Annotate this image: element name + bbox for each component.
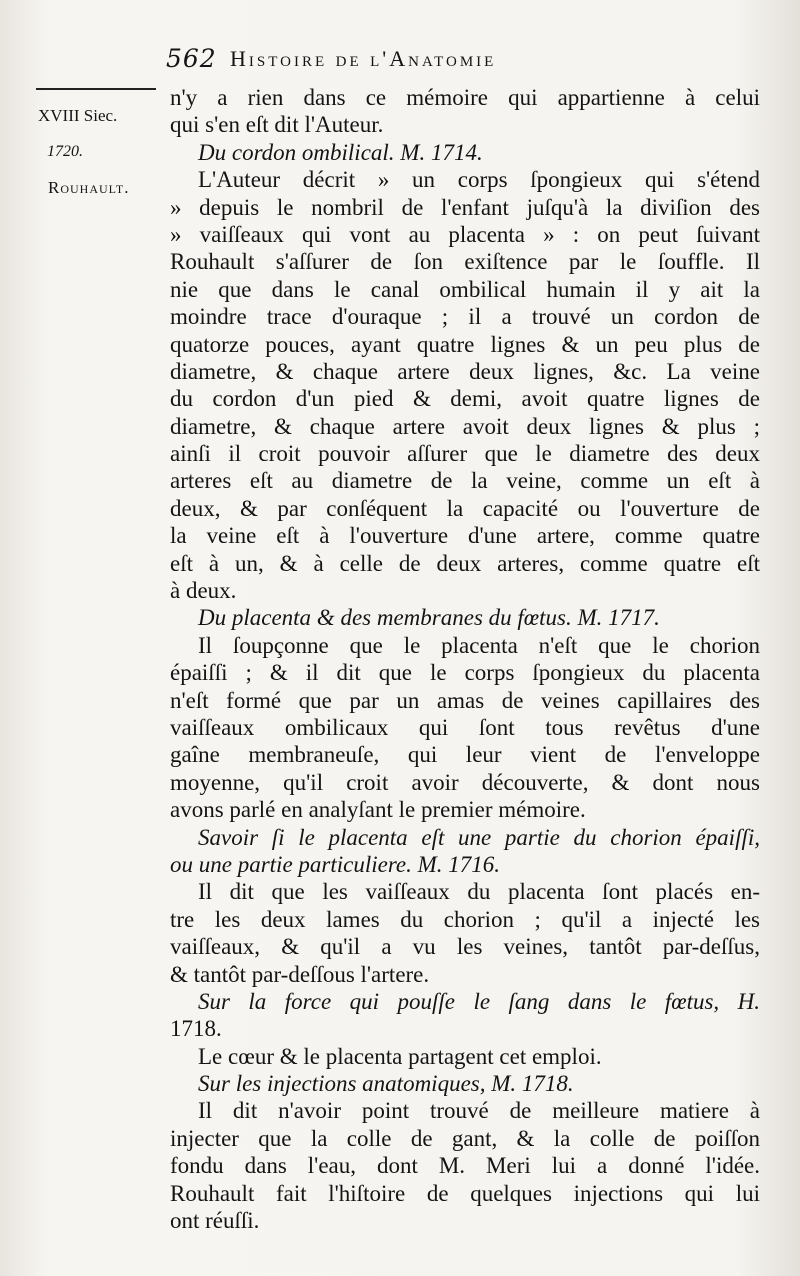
text-line: ou une partie particuliere. M. 1716. (170, 851, 501, 877)
text-line: 1718. (170, 1016, 222, 1042)
text-line: gaîne membraneuſe, qui leur vient de l'enveloppe (170, 742, 760, 768)
text-line: deux, & par conſéquent la capacité ou l'ouverture de (170, 495, 760, 521)
text-line: Savoir ſi le placenta eſt une partie du chorion épaiſſi, (198, 824, 760, 850)
text-line: fondu dans l'eau, dont M. Meri lui a donné l'idée. (170, 1153, 760, 1179)
text-line: Le cœur & le placenta partagent cet emploi. (198, 1043, 602, 1069)
text-line: tre les deux lames du chorion ; qu'il a injecté les (170, 906, 760, 932)
text-line: Du cordon ombilical. M. 1714. (198, 139, 483, 165)
margin-note-author: Rouhault. (48, 178, 130, 197)
text-line: qui s'en eſt dit l'Auteur. (170, 112, 384, 138)
text-line: Rouhault fait l'hiſtoire de quelques injections qui lui (170, 1180, 760, 1206)
text-line: eſt à un, & à celle de deux arteres, comme quatre eſt (170, 550, 760, 576)
text-line: » depuis le nombril de l'enfant juſqu'à la diviſion des (170, 194, 760, 220)
text-line: Rouhault s'aſſurer de ſon exiſtence par le ſouffle. Il (170, 249, 760, 275)
text-line: moindre trace d'ouraque ; il a trouvé un cordon de (170, 304, 760, 330)
text-line: avons parlé en analyſant le premier mémoire. (170, 797, 586, 823)
text-line: diametre, & chaque artere avoit deux lignes & plus ; (170, 413, 760, 439)
text-line: épaiſſi ; & il dit que le corps ſpongieux du placenta (170, 660, 760, 686)
text-line: diametre, & chaque artere deux lignes, &c. La veine (170, 358, 760, 384)
margin-note-century: XVIII Siec. (38, 106, 118, 125)
page-header (166, 44, 756, 80)
text-line: n'eſt formé que par un amas de veines capillaires des (170, 687, 760, 713)
text-line: arteres eſt au diametre de la veine, comme un eſt à (170, 468, 760, 494)
text-line: la veine eſt à l'ouverture d'une artere, comme quatre (170, 523, 760, 549)
text-line: injecter que la colle de gant, & la colle de poiſſon (170, 1125, 760, 1151)
text-line: moyenne, qu'il croit avoir découverte, & dont nous (170, 769, 760, 795)
text-line: ainſi il croit pouvoir aſſurer que le diametre des deux (170, 441, 760, 467)
text-line: Il dit n'avoir point trouvé de meilleure matiere à (198, 1098, 760, 1124)
body-text (170, 84, 760, 1234)
text-line: Du placenta & des membranes du fœtus. M. 1717. (198, 605, 660, 631)
text-line: Sur la force qui pouſſe le ſang dans le fœtus, H. (198, 988, 760, 1014)
text-line: & tantôt par-deſſous l'artere. (170, 961, 430, 987)
text-line: » vaiſſeaux qui vont au placenta » : on peut ſuivant (170, 221, 760, 247)
text-line: vaiſſeaux, & qu'il a vu les veines, tantôt par-deſſus, (170, 934, 760, 960)
text-line: quatorze pouces, ayant quatre lignes & un peu plus de (170, 331, 760, 357)
text-line: Sur les injections anatomiques, M. 1718. (198, 1071, 574, 1097)
margin-note-year: 1720. (47, 143, 83, 160)
page-number: 562 (166, 44, 217, 73)
text-line: à deux. (170, 578, 237, 604)
text-line: Il dit que les vaiſſeaux du placenta ſont placés en- (198, 879, 760, 905)
text-line: ont réuſſi. (170, 1208, 260, 1234)
text-line: n'y a rien dans ce mémoire qui appartienne à celui (170, 85, 760, 110)
text-line: vaiſſeaux ombilicaux qui ſont tous revêtus d'une (170, 714, 760, 740)
margin-rule (36, 88, 156, 90)
text-line: Il ſoupçonne que le placenta n'eſt que le chorion (198, 632, 760, 658)
running-title: Histoire de l'Anatomie (230, 46, 497, 71)
text-line: du cordon d'un pied & demi, avoit quatre lignes de (170, 386, 760, 412)
text-line: L'Auteur décrit » un corps ſpongieux qui s'étend (198, 167, 760, 193)
text-line: nie que dans le canal ombilical humain il y ait la (170, 276, 760, 302)
